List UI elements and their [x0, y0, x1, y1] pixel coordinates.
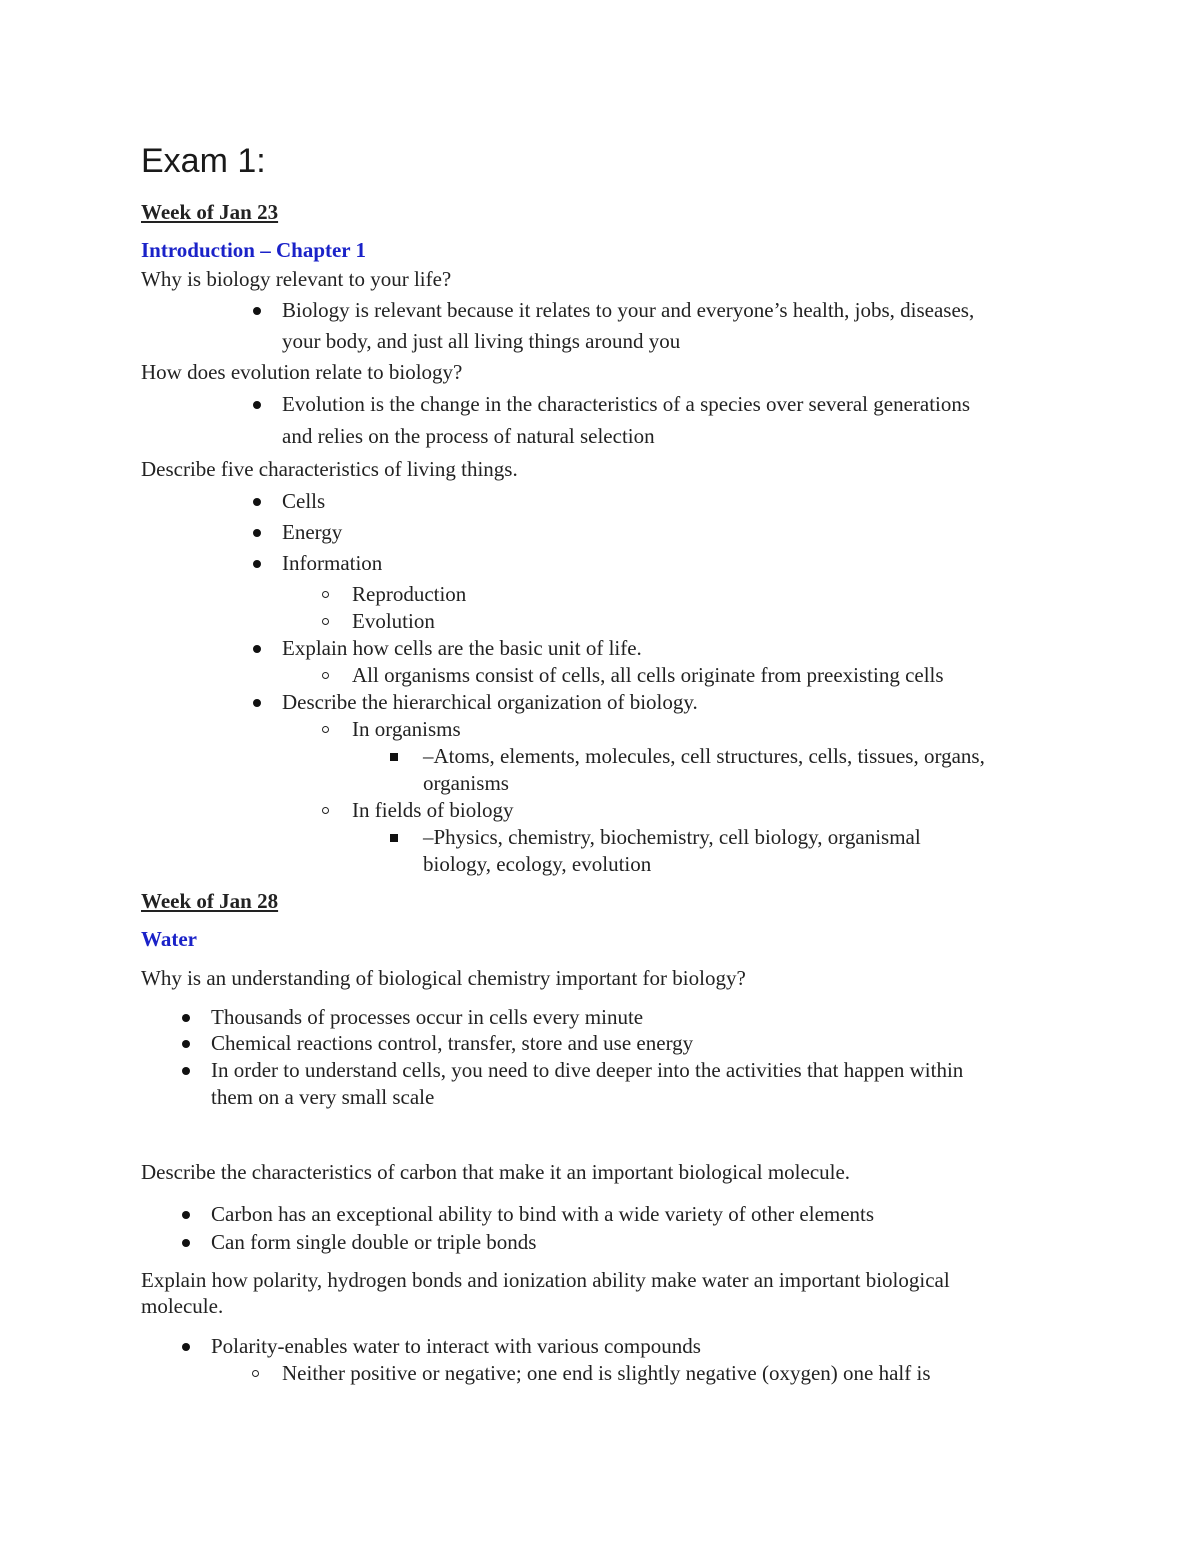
list-item: Polarity-enables water to interact with various compounds: [211, 1334, 701, 1358]
question-evolution: How does evolution relate to biology?: [141, 360, 463, 384]
list-item: Evolution: [352, 609, 435, 633]
question-characteristics: Describe five characteristics of living things.: [141, 457, 518, 481]
list-item: Cells: [282, 489, 326, 513]
list-item: All organisms consist of cells, all cells originate from preexisting cells: [352, 663, 944, 687]
page-title: Exam 1:: [141, 142, 266, 180]
bullet-dot: [182, 1040, 190, 1048]
bullet-dot: [182, 1239, 190, 1247]
answer-text: and relies on the process of natural selection: [282, 424, 655, 448]
list-item: Explain how cells are the basic unit of life.: [282, 636, 642, 660]
week-heading-jan-23: Week of Jan 23: [141, 200, 279, 224]
question-carbon: Describe the characteristics of carbon that make it an important biological molecule.: [141, 1160, 851, 1184]
list-item: Chemical reactions control, transfer, store and use energy: [211, 1031, 694, 1055]
list-item: them on a very small scale: [211, 1085, 435, 1109]
bullet-dot: [182, 1211, 190, 1219]
bullet-circle: [322, 726, 329, 733]
bullet-dot: [182, 1343, 190, 1351]
bullet-dot: [253, 699, 261, 707]
bullet-circle: [322, 618, 329, 625]
bullet-dot: [182, 1014, 190, 1022]
bullet-circle: [322, 672, 329, 679]
list-item: Thousands of processes occur in cells every minute: [211, 1005, 644, 1029]
bullet-dot: [253, 529, 261, 537]
bullet-dot: [253, 498, 261, 506]
list-item: biology, ecology, evolution: [423, 852, 652, 876]
bullet-square: [390, 753, 398, 761]
list-item: Describe the hierarchical organization of biology.: [282, 690, 698, 714]
question-water: molecule.: [141, 1294, 224, 1318]
bullet-dot: [253, 401, 261, 409]
answer-text: Evolution is the change in the characteristics of a species over several generations: [282, 392, 971, 416]
bullet-dot: [253, 645, 261, 653]
list-item: In organisms: [352, 717, 461, 741]
answer-text: Biology is relevant because it relates to your and everyone’s health, jobs, diseases,: [282, 298, 975, 322]
question-biological-chemistry: Why is an understanding of biological chemistry important for biology?: [141, 966, 746, 990]
list-item: Information: [282, 551, 383, 575]
section-heading-introduction: Introduction – Chapter 1: [141, 238, 367, 262]
list-item: Can form single double or triple bonds: [211, 1230, 537, 1254]
list-item: organisms: [423, 771, 509, 795]
bullet-circle: [322, 591, 329, 598]
answer-text: your body, and just all living things around you: [282, 329, 681, 353]
list-item: Energy: [282, 520, 343, 544]
bullet-circle: [322, 807, 329, 814]
bullet-dot: [182, 1067, 190, 1075]
section-heading-water: Water: [141, 927, 197, 951]
list-item: –Atoms, elements, molecules, cell structures, cells, tissues, organs,: [423, 744, 985, 768]
list-item: –Physics, chemistry, biochemistry, cell biology, organismal: [423, 825, 921, 849]
question-water: Explain how polarity, hydrogen bonds and ionization ability make water an important biological: [141, 1268, 950, 1292]
bullet-circle: [252, 1370, 259, 1377]
list-item: Carbon has an exceptional ability to bind with a wide variety of other elements: [211, 1202, 875, 1226]
list-item: Neither positive or negative; one end is slightly negative (oxygen) one half is: [282, 1361, 931, 1385]
week-heading-jan-28: Week of Jan 28: [141, 889, 279, 913]
list-item: In order to understand cells, you need to dive deeper into the activities that happen within: [211, 1058, 964, 1082]
bullet-dot: [253, 560, 261, 568]
bullet-square: [390, 834, 398, 842]
bullet-dot: [253, 307, 261, 315]
list-item: Reproduction: [352, 582, 467, 606]
list-item: In fields of biology: [352, 798, 514, 822]
question-biology-relevance: Why is biology relevant to your life?: [141, 267, 452, 291]
